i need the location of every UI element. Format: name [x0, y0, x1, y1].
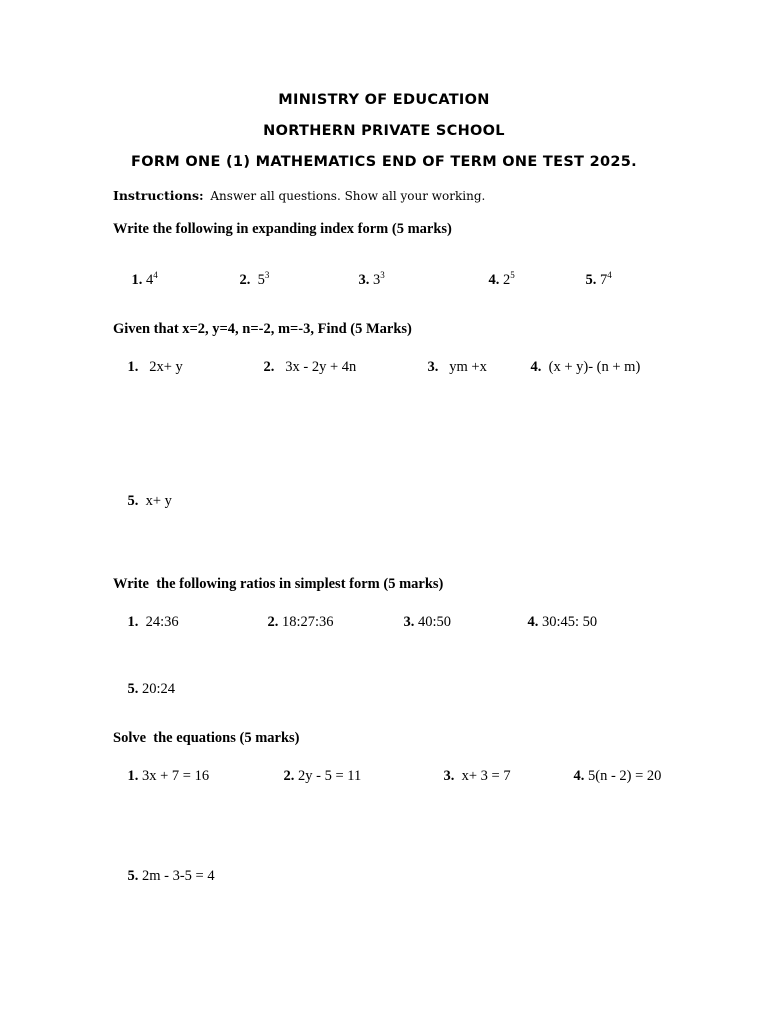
question-substitution-3: 3. ym +x: [427, 359, 487, 375]
section-index-form-title: Write the following in expanding index form (5 marks): [113, 221, 452, 237]
question-equation-3: 3. x+ 3 = 7: [443, 768, 511, 784]
question-index-1: 1. $4^4$: [131, 270, 158, 288]
question-ratio-3: 3. 40:50: [403, 614, 452, 630]
question-index-2: 2. $5^3$: [239, 270, 270, 288]
question-ratio-4: 4. 30:45: 50: [527, 614, 598, 630]
section-substitution-title: Given that x=2, y=4, n=-2, m=-3, Find (5 Marks): [113, 321, 412, 337]
question-ratio-1: 1. 24:36: [127, 614, 179, 630]
question-substitution-4: 4. (x + y)- (n + m): [530, 359, 641, 375]
question-index-3: 3. $3^3$: [358, 270, 385, 288]
question-substitution-1: 1. 2x+ y: [127, 359, 183, 375]
instructions-text: Answer all questions. Show all your working.: [210, 189, 486, 203]
ministry-heading: MINISTRY OF EDUCATION: [278, 92, 490, 108]
question-index-4: 4. $2^5$: [488, 270, 515, 288]
question-equation-5: 5. 2m - 3-5 = 4: [127, 868, 215, 884]
question-ratio-2: 2. 18:27:36: [267, 614, 334, 630]
question-substitution-2: 2. 3x - 2y + 4n: [263, 359, 357, 375]
school-heading: NORTHERN PRIVATE SCHOOL: [263, 123, 505, 139]
section-equations-title: Solve the equations (5 marks): [113, 730, 300, 746]
question-ratio-5: 5. 20:24: [127, 681, 176, 697]
instructions: [113, 188, 485, 204]
question-equation-1: 1. 3x + 7 = 16: [127, 768, 210, 784]
question-equation-4: 4. 5(n - 2) = 20: [573, 768, 662, 784]
section-ratios-title: Write the following ratios in simplest form (5 marks): [113, 576, 444, 592]
question-index-5: 5. $7^4$: [585, 270, 612, 288]
instructions-label: Instructions:: [113, 188, 204, 203]
exam-title: FORM ONE (1) MATHEMATICS END OF TERM ONE TEST 2025.: [131, 154, 637, 170]
question-equation-2: 2. 2y - 5 = 11: [283, 768, 362, 784]
question-substitution-5: 5. x+ y: [127, 493, 172, 509]
